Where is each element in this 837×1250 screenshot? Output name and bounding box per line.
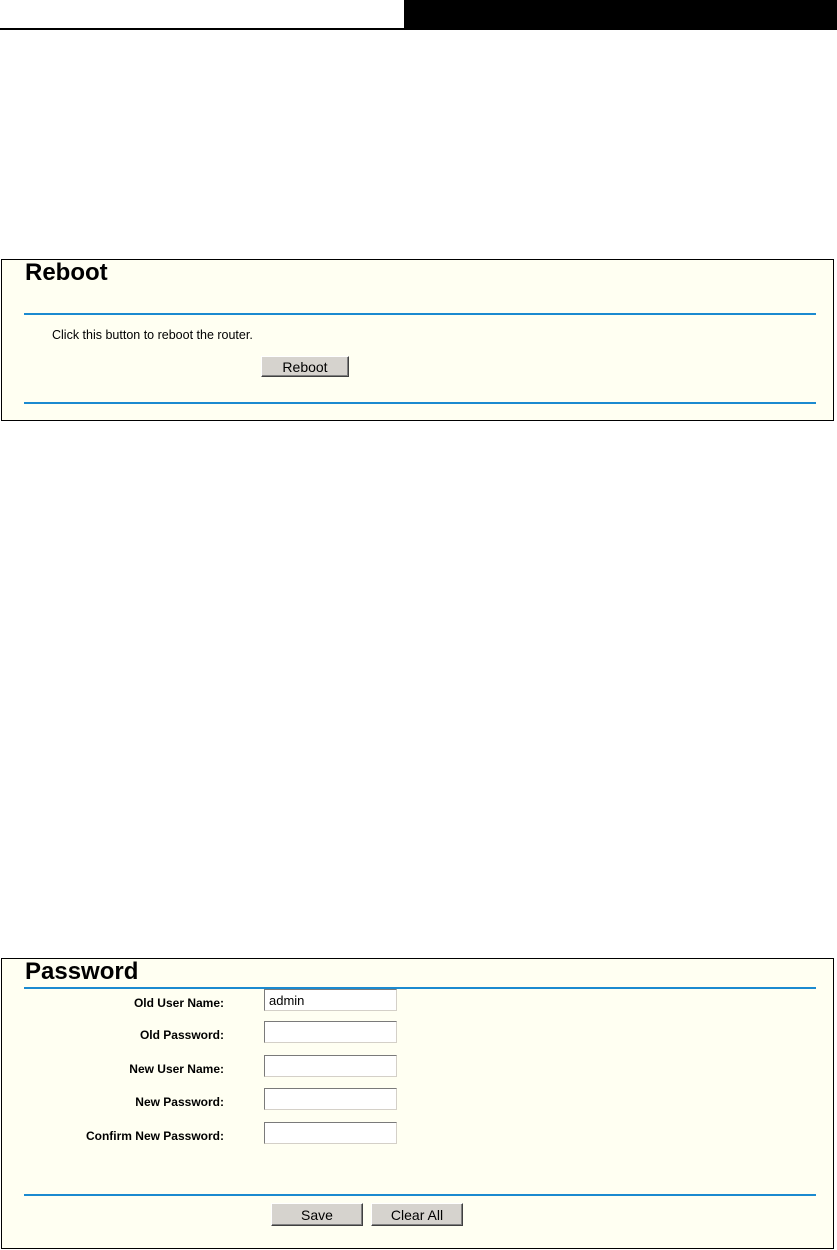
reboot-bottom-divider	[24, 402, 816, 404]
new-user-name-label: New User Name:	[129, 1062, 224, 1076]
password-bottom-divider	[24, 1194, 816, 1196]
old-password-label: Old Password:	[139, 1028, 224, 1042]
reboot-description: Click this button to reboot the router.	[52, 328, 253, 342]
save-button[interactable]: Save	[271, 1203, 363, 1226]
reboot-top-divider	[24, 313, 816, 315]
reboot-button[interactable]: Reboot	[261, 356, 349, 377]
reboot-title: Reboot	[25, 259, 108, 286]
confirm-new-password-input[interactable]	[264, 1122, 397, 1144]
header-rule	[0, 28, 837, 30]
old-user-name-label: Old User Name:	[133, 996, 224, 1010]
header-black-bar	[404, 0, 837, 28]
reboot-panel	[1, 259, 834, 421]
old-user-name-input[interactable]	[264, 989, 397, 1011]
password-top-divider	[24, 987, 816, 989]
old-password-input[interactable]	[264, 1021, 397, 1043]
new-password-label: New Password:	[135, 1095, 224, 1109]
new-password-input[interactable]	[264, 1088, 397, 1110]
confirm-new-password-label: Confirm New Password:	[85, 1129, 224, 1143]
clear-all-button[interactable]: Clear All	[371, 1203, 463, 1226]
password-title: Password	[25, 958, 139, 985]
password-panel	[1, 958, 834, 1249]
new-user-name-input[interactable]	[264, 1055, 397, 1077]
